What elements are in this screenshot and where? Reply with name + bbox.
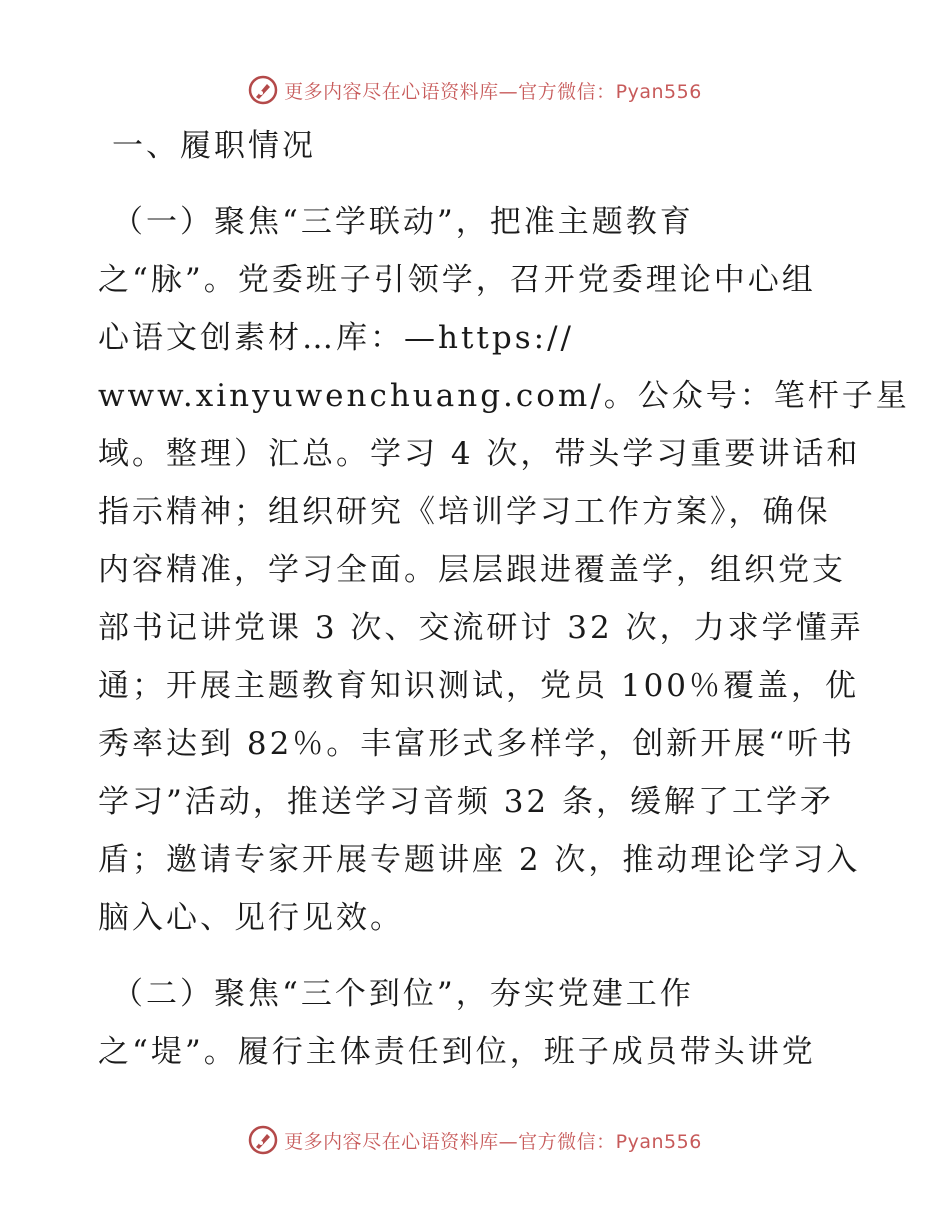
paragraph-line: 通；开展主题教育知识测试，党员 100％覆盖，优 [98, 668, 860, 704]
section2-title: （二）聚焦“三个到位”，夯实党建工作 [112, 976, 694, 1012]
pen-nib-logo-icon [248, 1125, 278, 1155]
paragraph-line: 指示精神；组织研究《培训学习工作方案》，确保 [98, 494, 831, 530]
paragraph-line: www.xinyuwenchuang.com/。公众号：笔杆子星 [98, 378, 910, 414]
watermark-banner-top [0, 70, 950, 110]
paragraph-line: 之“堤”。履行主体责任到位，班子成员带头讲党 [98, 1034, 816, 1070]
paragraph-line: 秀率达到 82％。丰富形式多样学，创新开展“听书 [98, 726, 856, 762]
section1-title: （一）聚焦“三学联动”，把准主题教育 [112, 204, 694, 240]
paragraph-line: 域。整理）汇总。学习 4 次，带头学习重要讲话和 [98, 436, 861, 472]
pen-nib-logo-icon [248, 75, 278, 105]
paragraph-line: 内容精准，学习全面。层层跟进覆盖学，组织党支 [98, 552, 846, 588]
watermark-text: 更多内容尽在心语资料库—官方微信：Pyan556 [284, 80, 702, 103]
paragraph-line: 盾；邀请专家开展专题讲座 2 次，推动理论学习入 [98, 842, 861, 878]
paragraph-line: 学习”活动，推送学习音频 32 条，缓解了工学矛 [98, 784, 835, 820]
section-heading: 一、履职情况 [112, 128, 316, 164]
watermark-text: 更多内容尽在心语资料库—官方微信：Pyan556 [284, 1130, 702, 1153]
paragraph-line: 心语文创素材…库：—https:// [98, 320, 574, 356]
paragraph-line: 之“脉”。党委班子引领学，召开党委理论中心组 [98, 262, 816, 298]
paragraph-line: 部书记讲党课 3 次、交流研讨 32 次，力求学懂弄 [98, 610, 864, 646]
paragraph-line: 脑入心、见行见效。 [98, 900, 404, 936]
watermark-banner-bottom [0, 1120, 950, 1160]
